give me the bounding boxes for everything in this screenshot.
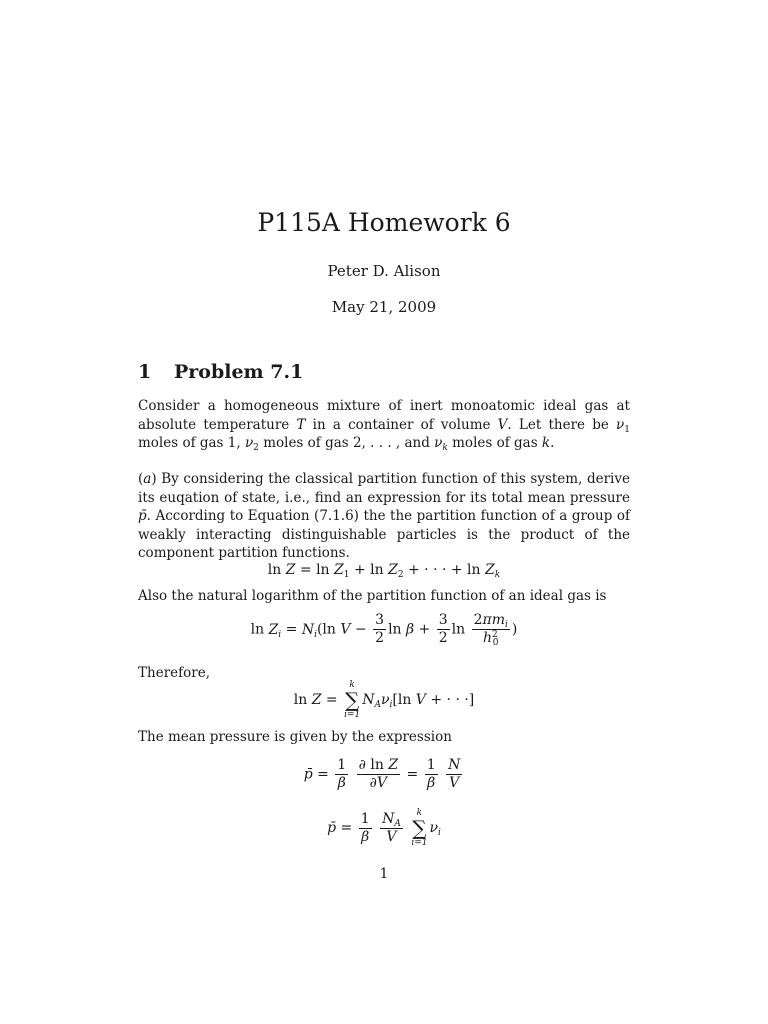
equation-ideal-gas-partition: $\ln Z_i = N_i(\ln$ V − $\frac{3}{2}$ ln β + $\frac{3}{2}$ ln $\frac{2\pi m_i}{h^2_0}$ ) <box>250 612 518 648</box>
also-text: Also the natural logarithm of the partition function of an ideal gas is <box>138 588 607 604</box>
mean-pressure-text: The mean pressure is given by the expression <box>138 729 452 745</box>
page-number: 1 <box>379 866 389 882</box>
intro-paragraph: Consider a homogeneous mixture of inert monoatomic ideal gas at absolute temperature T in a container of volume V. Let there be $\nu_1$ moles of gas 1, $\nu_2$ moles of gas 2, . . . , and $\nu_k$ moles of gas k. <box>138 398 630 453</box>
section-number: 1 <box>138 361 152 383</box>
document-title: P115A Homework 6 <box>257 208 511 237</box>
equation-mean-pressure: p̄ = $\frac{1}{\beta}$ $\frac{\text{∂ ln Z}}{\partial V}$ = $\frac{1}{\beta}$ $\frac{N}{V}$ <box>303 757 461 791</box>
section-title: Problem 7.1 <box>174 361 304 383</box>
equation-log-partition-sum: $\ln Z = \ln Z_1 + \ln Z_2$ + · · · + $\ln Z_k$ <box>267 562 501 580</box>
equation-mean-pressure-sum: p̄ = $\frac{1}{\beta}$ $\frac{N_A}{V}$ k ∑ i=1 $\nu_i$ <box>327 808 441 848</box>
therefore-text: Therefore, <box>138 665 210 681</box>
author-name: Peter D. Alison <box>327 262 441 280</box>
document-date: May 21, 2009 <box>331 298 437 316</box>
part-a-paragraph: (a) By considering the classical partition function of this system, derive its euqation of state, i.e., find an expression for its total mean pressure p̄. According to Equation (7.1.6) the the partition function of a group of weakly interacting distinguishable particles is the product of the component partition functions. <box>138 471 630 561</box>
equation-total-log-partition: ln Z = k ∑ i=1 $N_A\nu_i[\ln$ V + · · ·] <box>293 680 475 720</box>
section-heading <box>138 358 303 386</box>
